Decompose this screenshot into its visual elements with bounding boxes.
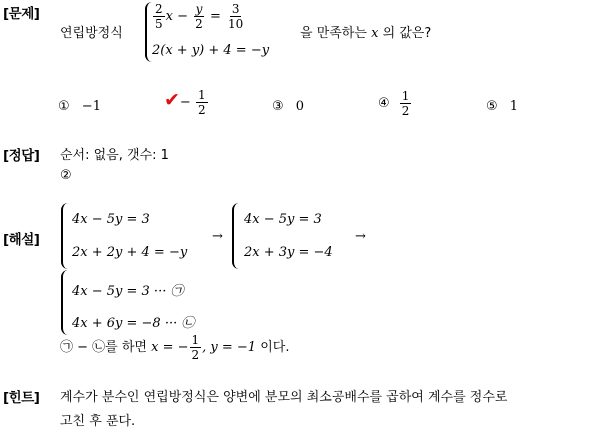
hint-line-2: 고친 후 푼다. [60,414,136,429]
solution-sys2-eq2: 2x + 3y = −4 [244,245,333,260]
choice-1[interactable]: ① −1 [58,99,101,114]
answer-line: 순서: 없음, 갯수: 1 [60,148,169,163]
answer-tag: [정답] [3,148,40,164]
problem-tail: 을 만족하는 x 의 값은? [300,26,432,41]
solution-arrow-1: → [212,229,223,244]
solution-sys1-eq2: 2x + 2y + 4 = −y [72,245,188,260]
checkmark-icon: ✔ [164,89,180,111]
solution-sys3-brace [61,270,69,335]
answer-value: ② [60,168,72,183]
choice-3[interactable]: ③ 0 [272,99,305,114]
solution-arrow-2: → [355,229,366,244]
solution-sys3-eq1: 4x − 5y = 3 ··· ㉠ [72,284,184,299]
solution-sys2-eq1: 4x − 5y = 3 [244,212,322,227]
solution-sys1-eq1: 4x − 5y = 3 [72,212,150,227]
choice-4[interactable]: ④ $\frac{1}{2}$ [378,89,410,118]
solution-sys1-brace [61,203,69,269]
problem-intro: 연립방정식 [60,26,123,41]
problem-tag: [문제] [3,6,40,22]
solution-sys2-brace [232,203,240,269]
solution-tag: [해설] [3,232,40,248]
solution-sys3-eq2: 4x + 6y = −8 ··· ㉡ [72,316,195,331]
choice-5[interactable]: ⑤ 1 [486,99,519,114]
hint-line-1: 계수가 분수인 연립방정식은 양변에 분모의 최소공배수를 곱하여 계수를 정수로 [60,390,508,405]
problem-eq1: $\frac{2}{5}$ x − $\frac{y}{2}$ = $\frac{3}{10}$ [155,2,244,31]
problem-eq2: 2(x + y) + 4 = −y [152,43,270,58]
solution-conclusion: ㉠ − ㉡를 하면 x = − $\frac{1}{2}$ , y = −1 이다. [60,333,290,362]
hint-tag: [힌트] [3,390,40,406]
choice-2[interactable]: ✔− $\frac{1}{2}$ [164,88,206,117]
